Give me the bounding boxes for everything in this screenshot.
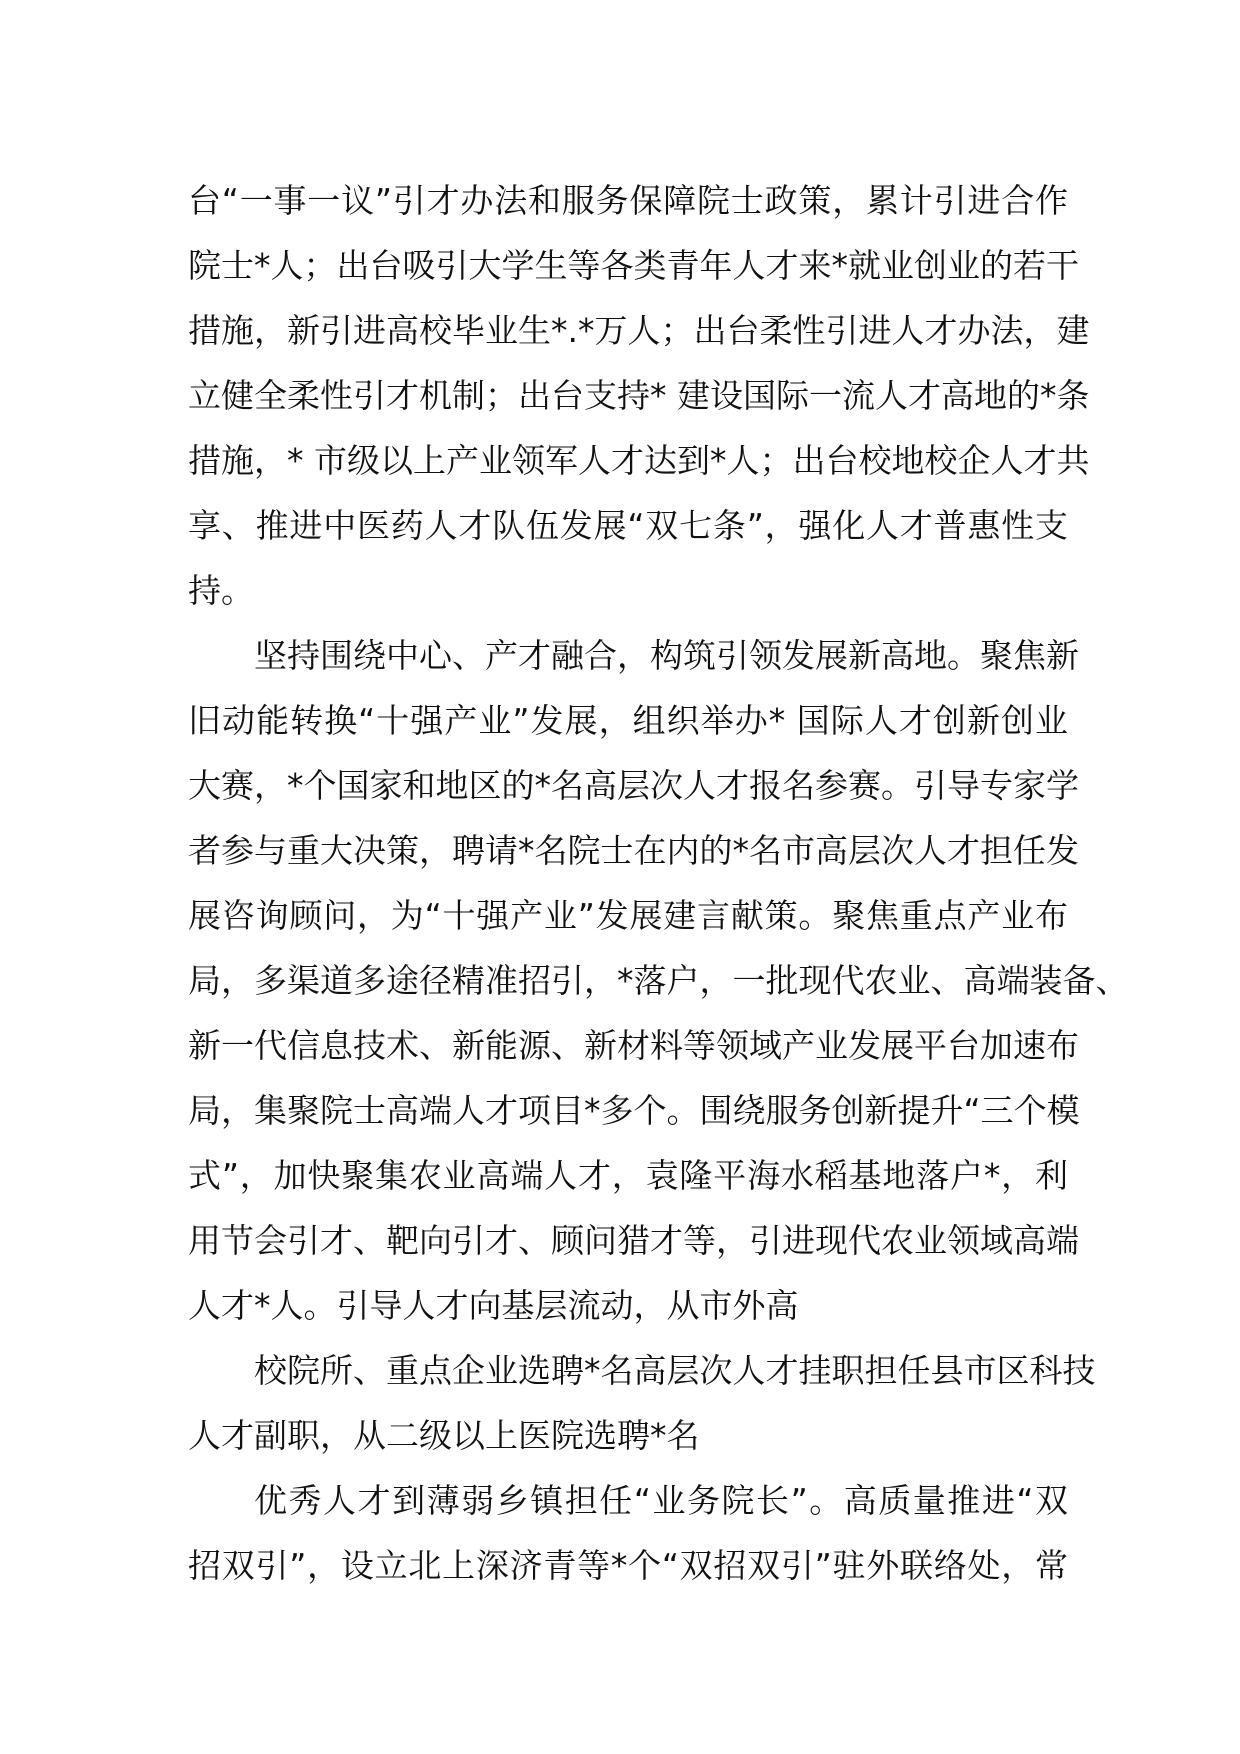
text-line: 用节会引才、靶向引才、顾问猎才等，引进现代农业领域高端 [188,1221,1079,1260]
text-line: 台“一事一议”引才办法和服务保障院士政策，累计引进合作 [188,181,1068,220]
text-line: 式”，加快聚集农业高端人才，袁隆平海水稻基地落户*，利 [188,1156,1068,1195]
text-line: 旧动能转换“十强产业”发展，组织举办* 国际人才创新创业 [188,701,1068,740]
text-line: 新一代信息技术、新能源、新材料等领域产业发展平台加速布 [188,1026,1079,1065]
text-line: 院士*人；出台吸引大学生等各类青年人才来*就业创业的若干 [188,246,1079,285]
text-line: 招双引”，设立北上深济青等*个“双招双引”驻外联络处，常 [188,1546,1068,1585]
text-line: 者参与重大决策，聘请*名院士在内的*名市高层次人才担任发 [188,831,1079,870]
text-line: 人才*人。引导人才向基层流动，从市外高 [188,1286,799,1325]
text-line: 人才副职，从二级以上医院选聘*名 [188,1416,700,1455]
text-line: 持。 [188,571,254,610]
text-line: 立健全柔性引才机制；出台支持* 建设国际一流人才高地的*条 [188,376,1090,415]
text-line: 优秀人才到薄弱乡镇担任“业务院长”。高质量推进“双 [254,1481,1068,1520]
text-line: 享、推进中医药人才队伍发展“双七条”，强化人才普惠性支 [188,506,1068,545]
document-body [188,168,1129,1598]
text-line: 措施，* 市级以上产业领军人才达到*人；出台校地校企人才共 [188,441,1090,480]
text-line: 局，集聚院士高端人才项目*多个。围绕服务创新提升“三个模 [188,1091,1080,1130]
text-line: 大赛，*个国家和地区的*名高层次人才报名参赛。引导专家学 [188,766,1079,805]
text-line: 坚持围绕中心、产才融合，构筑引领发展新高地。聚焦新 [254,636,1079,675]
text-line: 局，多渠道多途径精准招引，*落户，一批现代农业、高端装备、 [188,961,1129,1000]
text-line: 展咨询顾问，为“十强产业”发展建言献策。聚焦重点产业布 [188,896,1068,935]
text-line: 校院所、重点企业选聘*名高层次人才挂职担任县市区科技 [254,1351,1096,1390]
text-line: 措施，新引进高校毕业生*.*万人；出台柔性引进人才办法，建 [188,311,1090,350]
